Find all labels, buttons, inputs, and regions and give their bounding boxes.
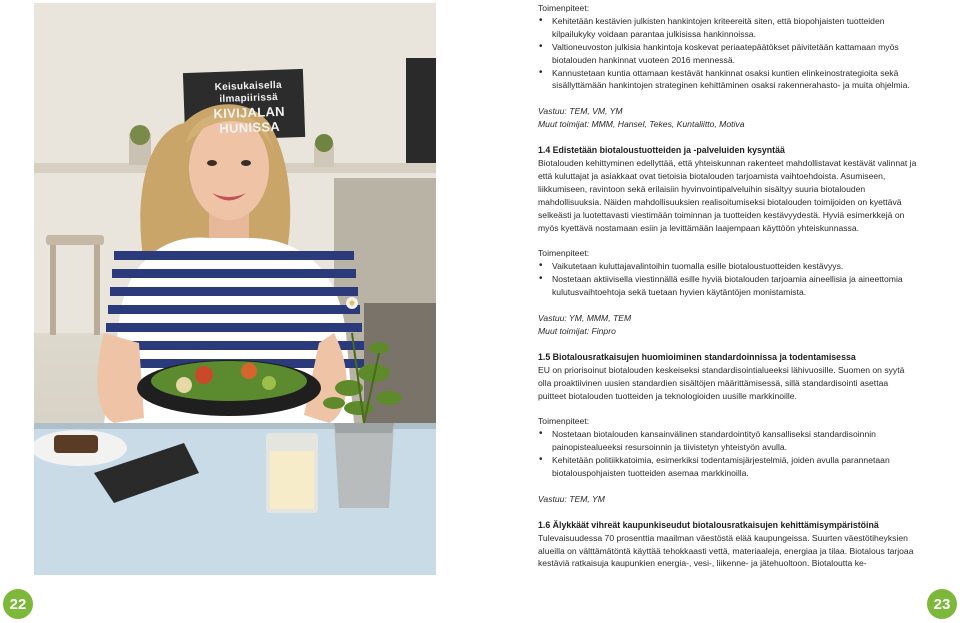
responsible-line: Vastuu: YM, MMM, TEM — [538, 312, 632, 323]
measures-label: Toimenpiteet: — [538, 416, 590, 427]
section-heading-1-6: 1.6 Älykkäät vihreät kaupunkiseudut biotalousratkaisujen kehittämisympäristöinä — [538, 519, 879, 530]
list-item: • Kannustetaan kuntia ottamaan kestävät hankinnat osaksi kuntien elinkeinostrategioita sekä sisällyttämään hankintojen strateginen kehittäminen osaksi rakennerahasto- ja muita ohjelmia. — [538, 67, 918, 93]
other-actors-line: Muut toimijat: MMM, Hansel, Tekes, Kuntaliitto, Motiva — [538, 119, 745, 130]
page-number-right: 23 — [927, 589, 957, 619]
page-number-left: 22 — [3, 589, 33, 619]
list-item: • Valtioneuvoston julkisia hankintoja koskevat periaatepäätökset päivitetään kattamaan myös biotalouden hankinnat vuoteen 2016 mennessä. — [538, 41, 918, 67]
list-item: • Kehitetään politiikkatoimia, esimerkiksi todentamisjärjestelmiä, joiden avulla parannetaan biotalouspohjaisten tuotteiden asemaa markkinoilla. — [538, 454, 918, 480]
list-item: • Nostetaan aktiivisella viestinnällä esille hyviä biotalouden tarjoamia aineellisia ja aineettomia kulutusvaihtoehtoja sekä tuetaan hyvien käytäntöjen monistamista. — [538, 273, 918, 299]
section-heading-1-4: 1.4 Edistetään biotaloustuotteiden ja -palveluiden kysyntää — [538, 145, 785, 156]
measures-list — [538, 15, 918, 92]
responsible-line: Vastuu: TEM, VM, YM — [538, 106, 623, 117]
list-item: • Nostetaan biotalouden kansainvälinen standardointityö kansalliseksi standardisoinnin painopistealueeksi resursoinnin ja tiivistetyn yhteistyön avulla. — [538, 428, 918, 454]
other-actors-line: Muut toimijat: Finpro — [538, 325, 616, 336]
section-body-1-4: Biotalouden kehittyminen edellyttää, että yhteiskunnan rakenteet mahdollistavat kestävät valinnat ja että kuluttajat ja asiakkaat ovat tietoisia biotalouden tarjoamista vaihtoehdoista. Asumiseen, liikkumiseen, ravintoon sekä erilaisiin hyvinvointipalveluihin sisältyy suuria biotalouden mahdollisuuksia. Näiden mahdollisuuksien realisoitumiseksi biotalouden toimijoiden on kyettävä selkeästi ja luotettavasti viestimään toiminnan ja tuotteiden kestävyydestä. Hyviä esimerkkejä on myös kyettävä nostamaan esiin ja levittämään laajempaan käyttöön yhteiskunnassa. — [538, 158, 917, 233]
measures-list — [538, 428, 918, 480]
section-heading-1-5: 1.5 Biotalousratkaisujen huomioiminen standardoinnissa ja todentamisessa — [538, 351, 856, 362]
section-body-1-5: EU on priorisoinut biotalouden keskeiseksi standardisointialueeksi lähivuosille. Suomen on syytä olla proaktiivinen uusien standardien sisältöjen määrittämisessä, sillä standardisointi asettaa puitteet biotalouden tuotteiden ja teknologioiden uusille markkinoille. — [538, 364, 905, 401]
measures-list — [538, 260, 918, 299]
sign-line-2: KIVIJALAN HUNISSA — [213, 103, 286, 137]
chalkboard-sign — [193, 79, 305, 137]
responsible-line: Vastuu: TEM, YM — [538, 493, 605, 504]
list-item: • Kehitetään kestävien julkisten hankintojen kriteereitä siten, että biopohjaisten tuotteiden kilpailukyky voidaan parantaa julkisissa hankinnoissa. — [538, 15, 918, 41]
measures-label: Toimenpiteet: — [538, 3, 590, 13]
measures-label: Toimenpiteet: — [538, 248, 590, 259]
section-body-1-6: Tulevaisuudessa 70 prosenttia maailman väestöstä elää kaupungeissa. Suurten väestötiheyksien alueilla on välttämätöntä käyttää tehokkaasti vettä, materiaaleja, energiaa ja tilaa. Biotalous tarjoaa kestäviä ratkaisuja kaupunkien energia-, vesi-, liikenne- ja jätehuoltoon. Biotaloutta ke- — [538, 532, 914, 569]
list-item: • Vaikutetaan kuluttajavalintoihin tuomalla esille biotaloustuotteiden kestävyys. — [538, 260, 918, 273]
photo-woman-with-salad — [34, 3, 436, 575]
sign-line-1: Keisukaisella ilmapiirissä — [214, 79, 283, 106]
text-column — [538, 2, 918, 570]
